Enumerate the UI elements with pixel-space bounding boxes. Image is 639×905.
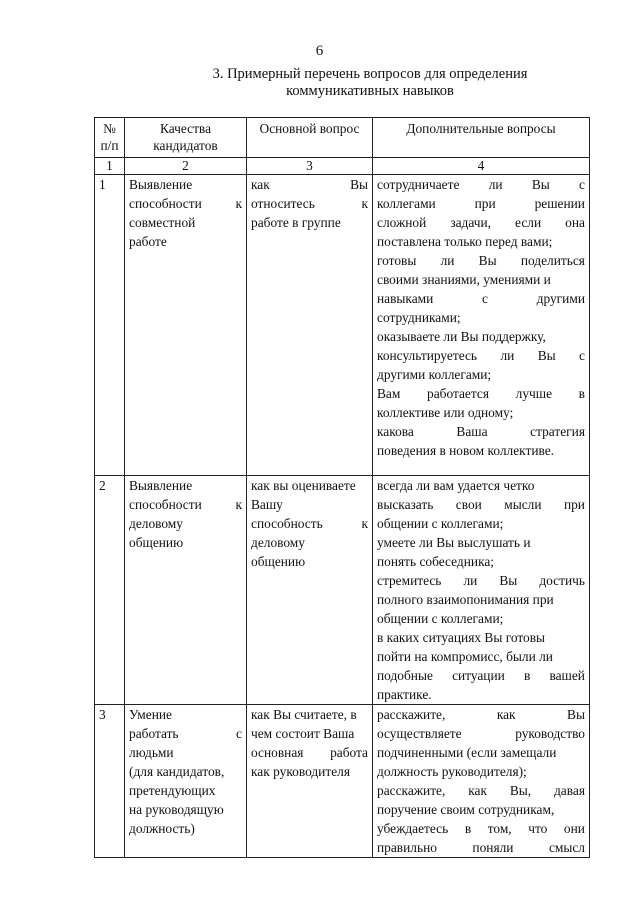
cell-word: относитесь — [251, 196, 315, 211]
cell-line: чем состоит Ваша — [251, 726, 355, 741]
cell-word: при — [563, 497, 585, 512]
cell-line: Выявление — [129, 478, 193, 493]
cell-line — [251, 514, 368, 533]
numbering-cell: 4 — [373, 158, 590, 175]
cell-line: сотрудниками; — [377, 310, 461, 325]
header-number — [95, 118, 125, 158]
table-numbering-row — [95, 158, 590, 175]
cell-line — [377, 422, 585, 441]
cell-word: какова — [377, 424, 414, 439]
cell-word: способности — [129, 196, 202, 211]
cell-word: основная — [251, 745, 304, 760]
cell-line — [129, 194, 242, 213]
cell-word: Вам — [377, 386, 401, 401]
numbering-cell: 2 — [125, 158, 247, 175]
cell-line: совместной — [129, 215, 196, 230]
cell-word: Вы — [567, 707, 585, 722]
row-number: 1 — [95, 175, 125, 476]
cell-word: стремитесь — [377, 573, 442, 588]
cell-line — [377, 666, 585, 685]
cell-line — [251, 175, 368, 194]
cell-word: свои — [455, 497, 482, 512]
cell-word: работается — [427, 386, 489, 401]
cell-word: они — [563, 821, 585, 836]
cell-word: достичь — [539, 573, 585, 588]
cell-word: убеждаетесь — [377, 821, 449, 836]
cell-line — [251, 743, 368, 762]
cell-line: Вашу — [251, 497, 283, 512]
cell-line: (для кандидатов, — [129, 764, 225, 779]
cell-line — [377, 571, 585, 590]
cell-word: Вы — [478, 253, 497, 268]
cell-word: с — [579, 348, 585, 363]
cell-word: другими — [536, 291, 585, 306]
row-number: 3 — [95, 705, 125, 858]
cell-word: вашей — [549, 668, 585, 683]
cell-line: своими знаниями, умениями и — [377, 272, 551, 287]
cell-word: работать — [129, 726, 179, 741]
cell-word: к — [361, 196, 368, 211]
header-number-line-1: № — [103, 121, 116, 136]
cell-line: как вы оцениваете — [251, 478, 356, 493]
cell-word: поняли — [472, 840, 514, 855]
cell-line — [377, 384, 585, 403]
cell-line: общению — [251, 554, 306, 569]
cell-word: мысли — [504, 497, 542, 512]
cell-line: общении с коллегами; — [377, 516, 504, 531]
cell-word: коллегами — [377, 196, 436, 211]
cell-word: она — [565, 215, 585, 230]
cell-word: готовы — [377, 253, 417, 268]
questions-table — [94, 117, 590, 858]
header-number-line-2: п/п — [100, 138, 119, 153]
cell-line: всегда ли вам удается четко — [377, 478, 535, 493]
table-row — [95, 476, 590, 705]
section-heading — [160, 66, 580, 100]
cell-line — [377, 495, 585, 514]
cell-word: навыками — [377, 291, 434, 306]
cell-line — [377, 194, 585, 213]
page-number: 6 — [315, 43, 324, 59]
cell-line: на руководящую — [129, 802, 224, 817]
header-main-question: Основной вопрос — [247, 118, 373, 158]
cell-word: поделиться — [520, 253, 585, 268]
cell-word: решении — [534, 196, 585, 211]
numbering-cell: 3 — [247, 158, 373, 175]
extra-questions-clip — [377, 705, 585, 855]
cell-line: Выявление — [129, 177, 193, 192]
cell-word: задачи, — [450, 215, 492, 230]
cell-line — [377, 705, 585, 724]
extra-questions-cell — [373, 476, 590, 705]
cell-line: полного взаимопонимания при — [377, 592, 554, 607]
cell-word: работа — [330, 745, 368, 760]
cell-word: ли — [500, 348, 515, 363]
cell-word: к — [361, 516, 368, 531]
cell-word: осуществляете — [377, 726, 462, 741]
cell-word: если — [515, 215, 542, 230]
table-header-row — [95, 118, 590, 158]
cell-line: умеете ли Вы выслушать и — [377, 535, 531, 550]
cell-word: в — [578, 386, 585, 401]
cell-line: коллективе или одному; — [377, 405, 514, 420]
row-number: 2 — [95, 476, 125, 705]
cell-line: деловому — [129, 516, 183, 531]
cell-line: общению — [129, 535, 184, 550]
numbering-cell: 1 — [95, 158, 125, 175]
cell-word: подобные — [377, 668, 433, 683]
header-qualities-line-2: кандидатов — [153, 138, 218, 153]
cell-word: консультируетесь — [377, 348, 478, 363]
cell-word: расскажите, — [377, 783, 446, 798]
cell-line: должность руководителя); — [377, 764, 527, 779]
cell-line: понять собеседника; — [377, 554, 495, 569]
cell-word: руководство — [515, 726, 585, 741]
table-row — [95, 175, 590, 476]
cell-word: сотрудничаете — [377, 177, 460, 192]
heading-line-1: 3. Примерный перечень вопросов для определения — [212, 66, 528, 82]
cell-line — [377, 819, 585, 838]
cell-word: давая — [553, 783, 585, 798]
cell-word: Вы — [531, 177, 550, 192]
cell-line: поручение своим сотрудникам, — [377, 802, 555, 817]
main-question-cell — [247, 175, 373, 476]
cell-line: работе — [129, 234, 167, 249]
cell-word: лучше — [515, 386, 553, 401]
cell-word: Вы, — [509, 783, 532, 798]
cell-word: сложной — [377, 215, 427, 230]
cell-word: расскажите, — [377, 707, 446, 722]
cell-line: должность) — [129, 821, 195, 836]
cell-word: с — [236, 726, 242, 741]
header-qualities-line-1: Качества — [159, 121, 212, 136]
cell-word: в — [523, 668, 531, 683]
extra-questions-cell — [373, 175, 590, 476]
cell-line — [377, 838, 585, 855]
cell-word: как — [468, 783, 487, 798]
quality-cell — [125, 705, 247, 858]
main-question-cell — [247, 705, 373, 858]
cell-line — [377, 289, 585, 308]
cell-line: поставлена только перед вами; — [377, 234, 553, 249]
cell-word: способности — [129, 497, 202, 512]
cell-word: ли — [488, 177, 503, 192]
cell-word: как — [496, 707, 516, 722]
cell-word: способность — [251, 516, 323, 531]
cell-line: работе в группе — [251, 215, 341, 230]
cell-line — [377, 781, 585, 800]
table-row — [95, 705, 590, 858]
cell-word: что — [528, 821, 548, 836]
cell-word: высказать — [377, 497, 434, 512]
cell-line — [129, 495, 242, 514]
cell-line: в каких ситуациях Вы готовы — [377, 630, 546, 645]
cell-word: в — [464, 821, 472, 836]
cell-line: другими коллегами; — [377, 367, 492, 382]
extra-questions-cell — [373, 705, 590, 858]
cell-word: к — [235, 497, 242, 512]
quality-cell — [125, 476, 247, 705]
cell-line: общении с коллегами; — [377, 611, 504, 626]
cell-word: Вы — [499, 573, 518, 588]
cell-line: Умение — [129, 707, 172, 722]
cell-word: правильно — [377, 840, 437, 855]
cell-word: как — [251, 177, 270, 192]
cell-word: Ваша — [456, 424, 488, 439]
cell-word: том, — [487, 821, 512, 836]
cell-line — [129, 724, 242, 743]
cell-word: при — [474, 196, 496, 211]
cell-line: подчиненными (если замещали — [377, 745, 557, 760]
cell-word: с — [482, 291, 488, 306]
quality-cell — [125, 175, 247, 476]
cell-line: претендующих — [129, 783, 216, 798]
heading-line-2: коммуникативных навыков — [286, 83, 454, 99]
cell-word: Вы — [350, 177, 368, 192]
cell-line — [377, 346, 585, 365]
main-question-cell — [247, 476, 373, 705]
cell-word: смысл — [548, 840, 585, 855]
cell-line — [377, 175, 585, 194]
cell-word: к — [235, 196, 242, 211]
cell-line: поведения в новом коллективе. — [377, 443, 555, 458]
cell-line — [251, 194, 368, 213]
cell-word: стратегия — [530, 424, 585, 439]
cell-line — [377, 724, 585, 743]
header-qualities — [125, 118, 247, 158]
cell-word: ситуации — [452, 668, 505, 683]
cell-line: людьми — [129, 745, 174, 760]
cell-line: практике. — [377, 687, 432, 702]
cell-line: деловому — [251, 535, 305, 550]
cell-line: пойти на компромисс, были ли — [377, 649, 553, 664]
cell-word: ли — [440, 253, 455, 268]
cell-line: как Вы считаете, в — [251, 707, 357, 722]
cell-word: с — [579, 177, 585, 192]
cell-line — [377, 213, 585, 232]
cell-line: как руководителя — [251, 764, 350, 779]
header-extra-questions: Дополнительные вопросы — [373, 118, 590, 158]
cell-word: Вы — [537, 348, 556, 363]
cell-line — [377, 251, 585, 270]
cell-line: оказываете ли Вы поддержку, — [377, 329, 546, 344]
cell-word: ли — [463, 573, 478, 588]
